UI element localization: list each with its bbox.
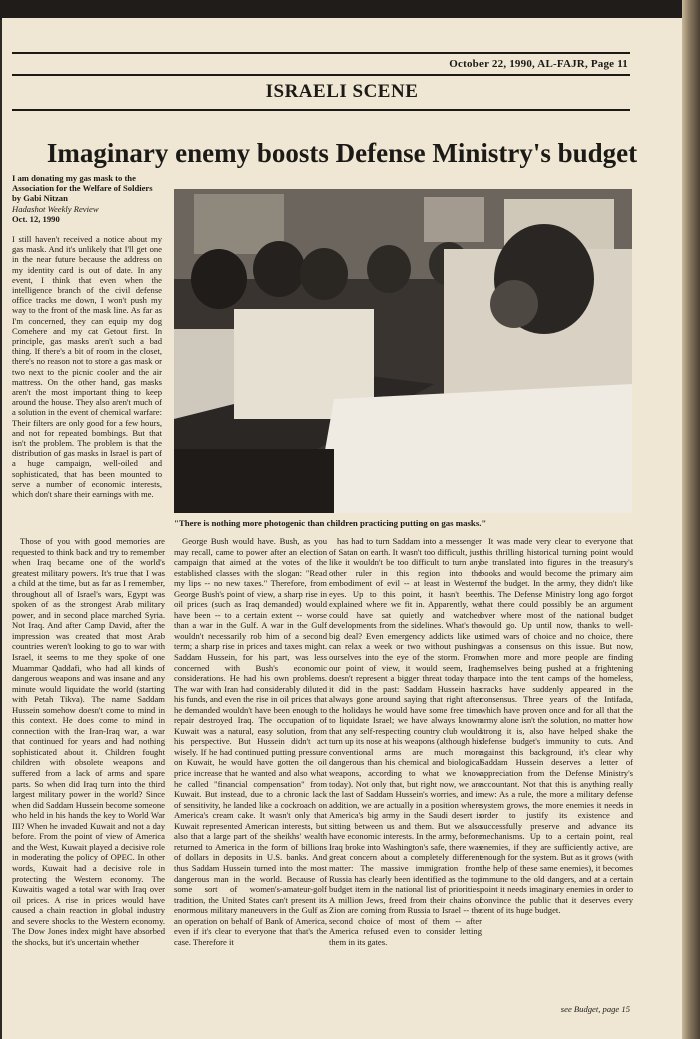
photo-illustration: [174, 189, 632, 513]
intro-body-text: I still haven't received a notice about my gas mask. And it's unlikely that I'll get one in the near future because the address on my identity card is out of date. In any event, I think that even when the intelligence branch of the civil defense office tracks me down, I won't push my way to the front of the mask line. As far as I'm concerned, they can equip my dog Comehere and my cat Getout first. In principle, gas masks aren't such a bad thing. If there's a bit of room in the closet, there's no reason not to store a gas mask or two next to the picnic cooler and the air mattress. On the other hand, gas masks aren't the most important thing to keep around the house. They also aren't much of a solution in the event of chemical warfare: Their filters are only good for a few hours, and not for repeated bombings. But that isn't the problem. The problem is that the distribution of gas masks in Israel is part of a huge campaign, well-oiled and sophisticated, that has been mounted to serve a number of economic interests, which don't share their earnings with me.: [12, 234, 162, 500]
column-2-text: George Bush would have. Bush, as you may recall, came to power after an election campaign that aimed at the votes of the established classes with the slogan: "Read my lips -- no new taxes." Therefore, from George Bush's point of view, a sharp rise in oil prices (such as Iraq demanded) would have been -- to a certain extent -- worse than a war in the Gulf. A war in the Gulf wouldn't necessarily rob him of a second term; a sharp rise in prices and taxes might. Saddam Hussein, for his part, was less concerned with Bush's economic considerations. He had his own problems. The war with Iran had considerably diluted his funds, and even the rise in oil prices that he demanded wouldn't have been enough to repair destroyed Iraq. The occupation of Kuwait was a natural, easy solution, from his perspective. But Hussein didn't act wisely. If he had continued putting pressure on Kuwait, he would have gotten the oil price increase that he wanted and also what he called "financial compensation" from Kuwait. But instead, due to a chronic lack of sensitivity, he landed like a cockroach on America's cream cake. It wasn't only that Kuwait represented American interests, but also that a large part of the sheikhs' wealth returned to America in the form of billions of dollars in deposits in U.S. banks. And thus Saddam Hussein turned into the most dangerous man in the world. Because of some sort of women's-amateur-golf tradition, the United States can't present its enormous military maneuvers in the Gulf as an operation on behalf of Bank of America, even if it's clear to everyone that that's the case. Therefore it: [174, 536, 327, 947]
article-column-3: [329, 536, 482, 947]
article-column-2: [174, 536, 327, 947]
column-3-text: has had to turn Saddam into a messenger of Satan on earth. It wasn't too difficult, just like it wouldn't be too difficult to turn any other ruler in this region into the embodiment of evil -- at least in Western eyes. Up to this point, it hasn't been explained where we fit in. Apparently, we could have sat quietly and watched developments from the sidelines. What's the big deal? Even emergency addicts like us can relax a week or two without pushing ourselves into the eye of the storm. From our point of view, it would seem, Iraq doesn't represent a bigger threat today than it did in the past: Saddam Hussein has always gone around saying that right after the holidays he would have some free time to liquidate Israel; we have always known that any self-respecting country club would turn up its nose at his weapons (although his conventional arms are much more dangerous than his chemical and biological weapons, according to what we know today). Not only that, but right now, we are the last of Saddam Hussein's worries, and in addition, we are actually in a position where America's big army in the Saudi desert is sitting between us and them. But we also have economic interests. In the army, before Iraq broke into Washington's safe, there was great concern about a completely different matter: The massive immigration from Russia has clearly been identified as the top budget item in the national list of priorities. A million Jews, freed from their chains of Zion are coming from Russia to Israel -- the second choice of most of them -- after America refused even to consider letting them in its gates.: [329, 536, 482, 947]
newspaper-page: [2, 18, 682, 1039]
continued-jump-line: see Budget, page 15: [560, 1004, 630, 1014]
photo-caption: "There is nothing more photogenic than children practicing putting on gas masks.": [174, 518, 487, 528]
dateline-rule: [12, 74, 630, 76]
column-1-text: Those of you with good memories are requested to think back and try to remember when Iraq became one of the world's greatest military powers. It's true that I was a child at the time, but as far as I remember, throughout all of Israel's wars, Egypt was spoken of as the strongest Arab military power, and in second place marched Syria. Not Iraq. And after Camp David, after the impression was created that most Arab countries weren't looking to go to war with Israel, it seems to me they spoke of one Muammar Qaddafi, who had all kinds of dangerous weapons and was insane and any minute would liquidate the world (starting with Petah Tikva). The name Saddam Hussein somehow doesn't come to mind in this context. He does come to mind in connection with the Iran-Iraq war, a war that continued for years and had nothing sophisticated about it. Children fought children with obsolete weapons and suffered from a lack of arms and spare parts. So when did Iraq turn into the third largest military power in the world? Since when did Saddam Hussein become someone who held in his hands the key to World War III? When he invaded Kuwait and not a day before. From the point of view of America and the West, Kuwait played a decisive role in moderating the policy of OPEC. In other words, Kuwait had a decisive role in protecting the Western economy. The Kuwaitis waged a total war with Iraq over oil prices. A rise in prices would have caused a chain reaction in global industry and severe shocks to the Western economy. The Dow Jones index might have absorbed the shocks, but it's uncertain whether: [12, 536, 165, 947]
gas-mask-photo: [174, 189, 632, 513]
intro-title: I am donating my gas mask to the Association for the Welfare of Soldiers: [12, 173, 153, 194]
top-rule: [12, 52, 630, 54]
page-dateline: October 22, 1990, AL-FAJR, Page 11: [449, 58, 628, 70]
article-column-4: [480, 536, 633, 916]
column-4-text: It was made very clear to everyone that this thrilling historical turning point would be translated into figures in the treasury's books and would become the primary aim of the budget. In the army, they didn't like this. The Defense Ministry long ago forgot that there could possibly be an argument over where most of the national budget would go. Up until now, thanks to well-timed wars of choice and no choice, there was a consensus on this issue. But now, when more and more people are finding themselves being pushed at a frightening pace into the tent camps of the homeless, cracks have suddenly appeared in the consensus. Three years of the Intifada, which have proven once and for all that the army alone isn't the solution, no matter how strong it is, also have helped shake the defense budget's immunity to cuts. And against this background, it's clear why Saddam Hussein deserves a letter of appreciation from the Defense Ministry's accountant. Not that this is anything really new: As a rule, the more a military defense system grows, the more enemies it needs in order to justify its existence and successfully preserve and advance its mechanisms. Up to a certain point, real enemies, if they are sufficiently active, are enough for the system. But as it grows (with the help of these same enemies), it becomes immune to the old dangers, and at a certain point it needs imaginary enemies in order to convince the public that it deserves every cent of its huge budget.: [480, 536, 633, 916]
source-publication: Hadashot Weekly Review: [12, 203, 99, 214]
publication-date: Oct. 12, 1990: [12, 213, 60, 224]
byline: by Gabi Nitzan: [12, 193, 68, 204]
book-binding-edge: [682, 0, 700, 1039]
article-intro-column: [12, 173, 162, 499]
article-headline: Imaginary enemy boosts Defense Ministry's budget: [46, 138, 638, 168]
section-title: ISRAELI SCENE: [265, 81, 419, 102]
article-column-1: [12, 536, 165, 947]
section-rule: [12, 109, 630, 111]
scan-top-edge: [0, 0, 700, 20]
